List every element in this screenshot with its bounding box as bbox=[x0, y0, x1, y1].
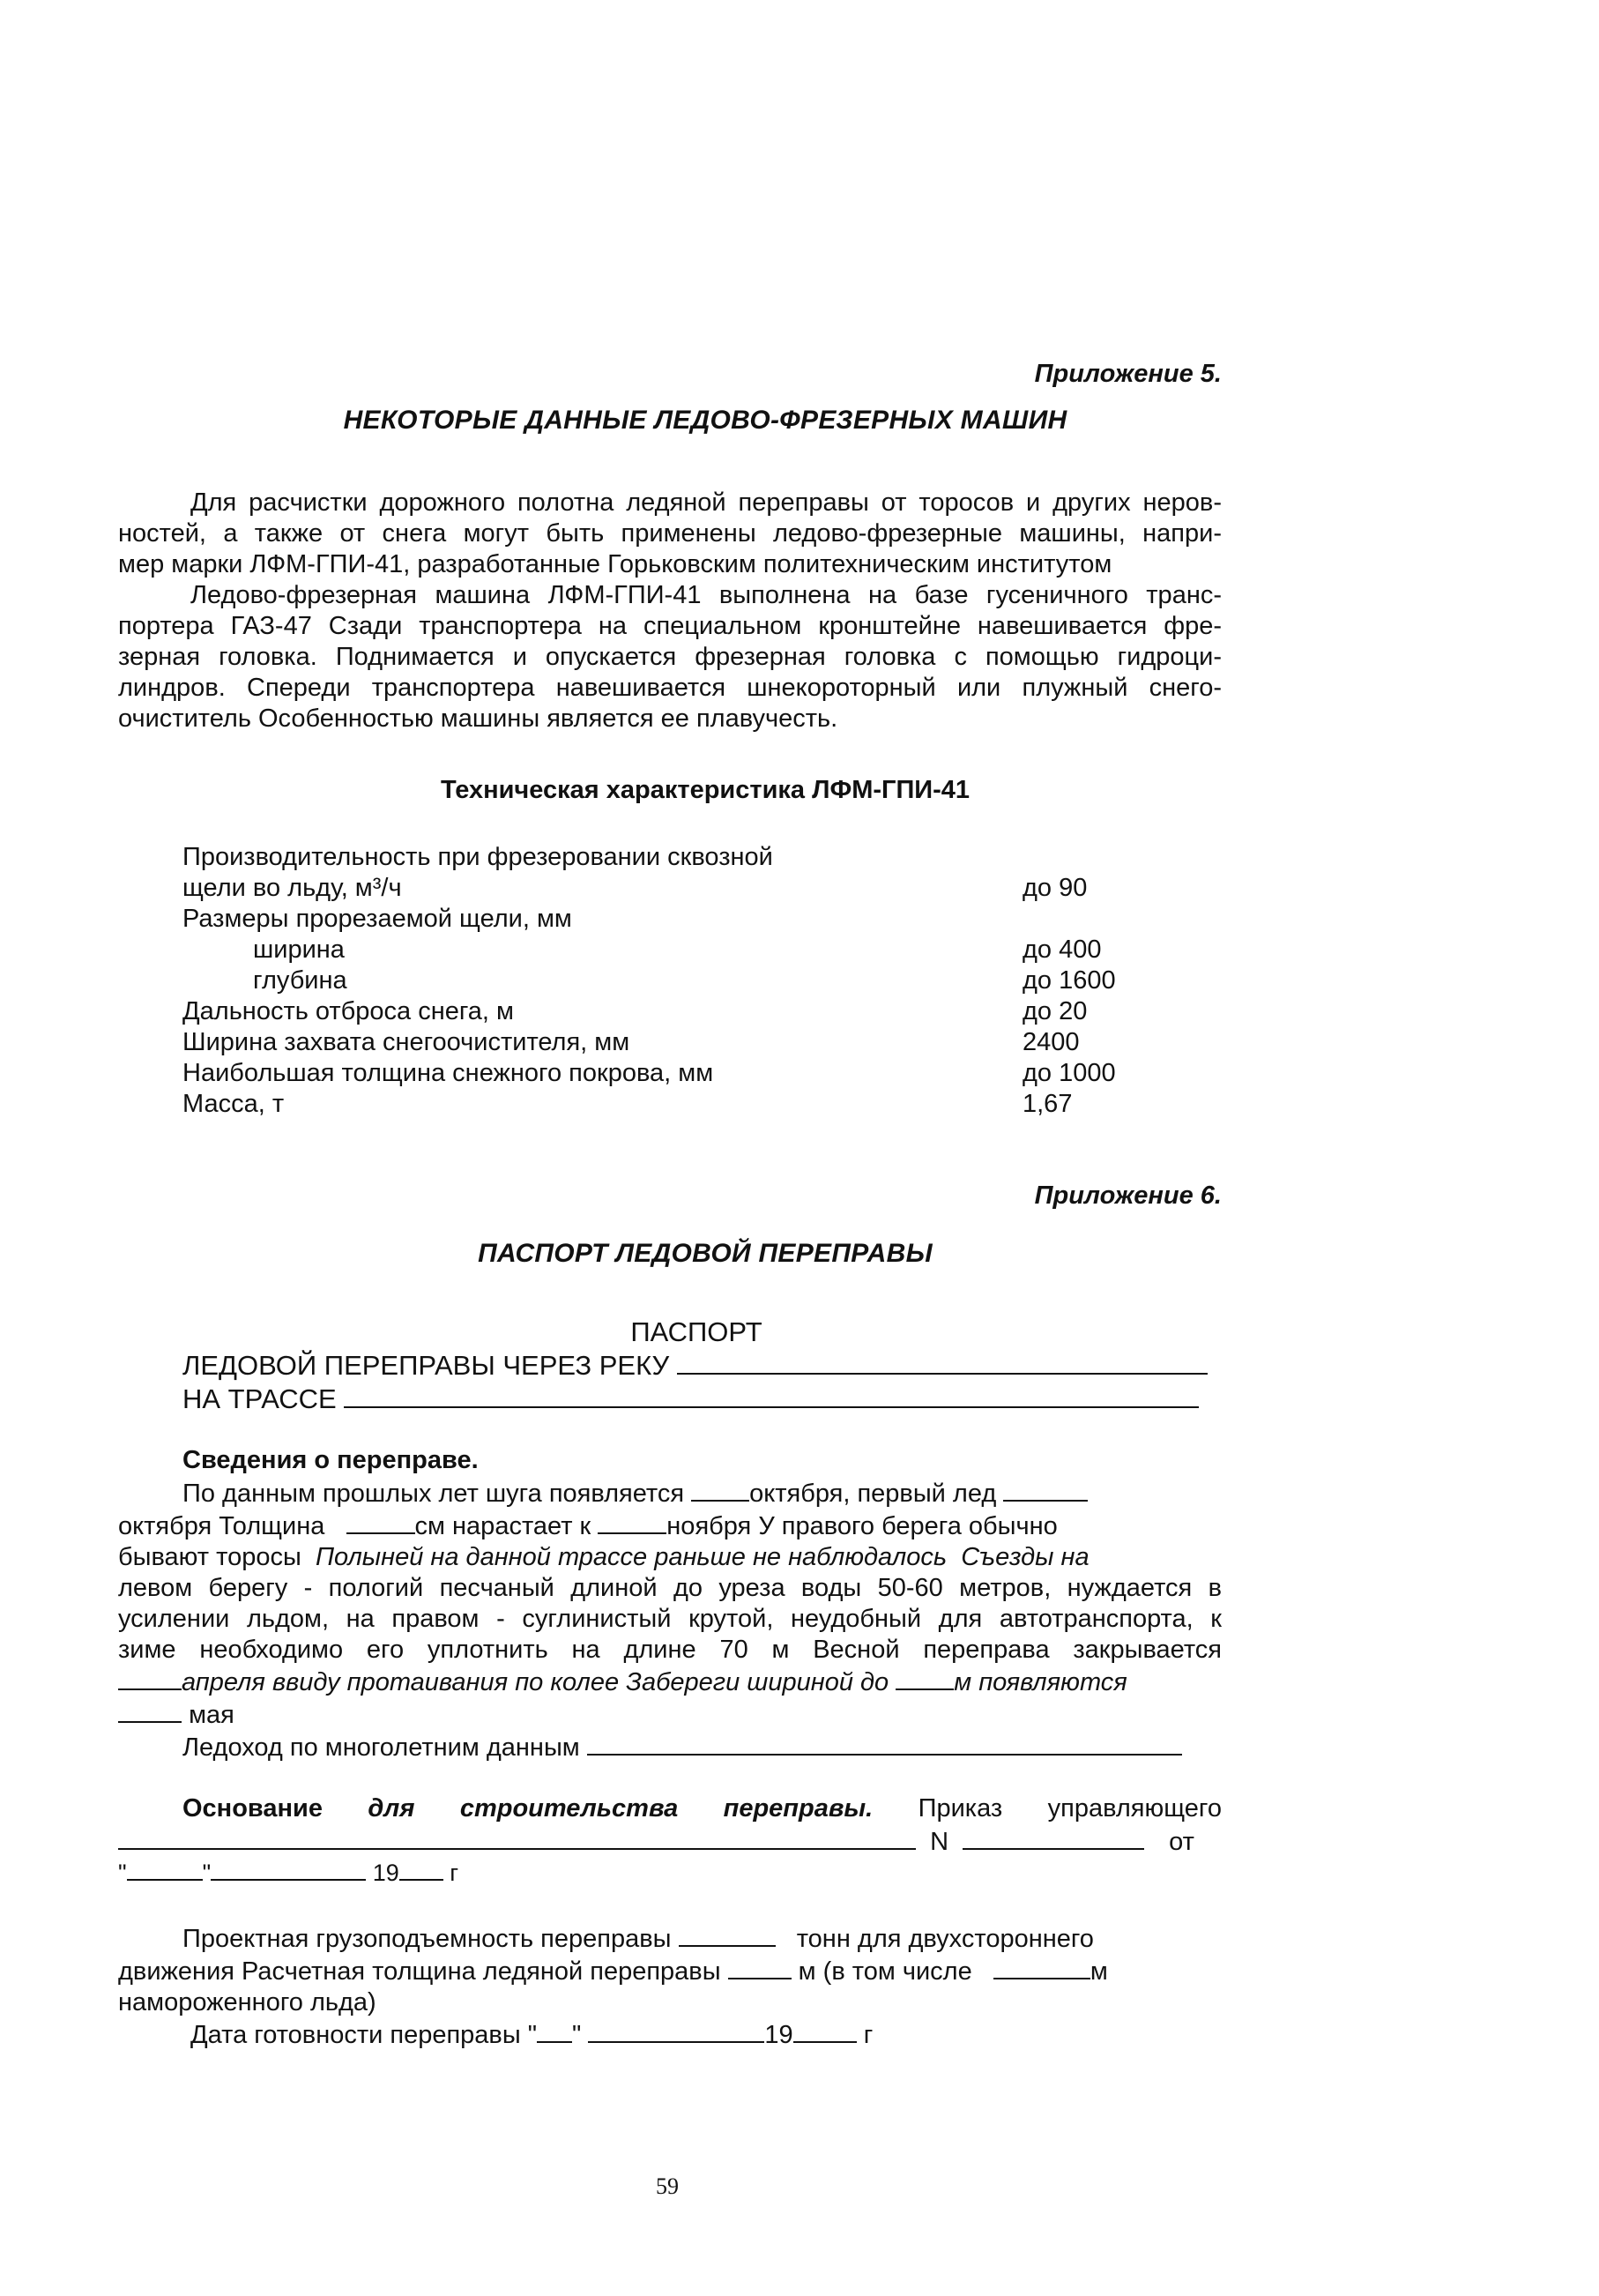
basis-line: Основание для строительства переправы. Приказ управляющего bbox=[182, 1794, 1222, 1823]
spec-label: Ширина захвата снегоочистителя, мм bbox=[182, 1028, 630, 1056]
order-number-blank bbox=[963, 1825, 1144, 1850]
info-line: Ледоход по многолетним данным bbox=[118, 1731, 1222, 1763]
body-paragraph bbox=[118, 580, 1222, 734]
spec-value: до 1000 bbox=[1023, 1059, 1116, 1087]
appendix-5-title: НЕКОТОРЫЕ ДАННЫЕ ЛЕДОВО-ФРЕЗЕРНЫХ МАШИН bbox=[343, 406, 1067, 435]
capacity-paragraph bbox=[118, 1922, 1222, 2051]
spec-label: Размеры прорезаемой щели, мм bbox=[182, 905, 572, 933]
body-line: портера ГАЗ-47 Сзади транспортера на специальном кронштейне навешивается фре- bbox=[118, 612, 1222, 640]
info-line: октября Толщина см нарастает к ноября У правого берега обычно bbox=[118, 1510, 1222, 1542]
info-heading: Сведения о переправе. bbox=[182, 1446, 479, 1474]
spec-label: Дальность отброса снега, м bbox=[182, 997, 514, 1025]
river-name-blank bbox=[677, 1350, 1208, 1375]
spec-value: до 90 bbox=[1023, 874, 1088, 902]
spec-label: щели во льду, м³/ч bbox=[182, 874, 402, 902]
intro-line: Для расчистки дорожного полотна ледяной переправы от торосов и других неров- bbox=[190, 488, 1222, 517]
capacity-line: намороженного льда) bbox=[118, 1988, 376, 2016]
spec-label: Масса, т bbox=[182, 1090, 285, 1118]
info-line: мая bbox=[118, 1698, 1222, 1731]
route-name-blank bbox=[344, 1383, 1199, 1408]
spec-label: глубина bbox=[253, 966, 347, 995]
passport-river-label: ЛЕДОВОЙ ПЕРЕПРАВЫ ЧЕРЕЗ РЕКУ bbox=[182, 1350, 670, 1381]
spec-label: Наибольшая толщина снежного покрова, мм bbox=[182, 1059, 714, 1087]
info-line: усилении льдом, на правом - суглинистый крутой, неудобный для автотранспорта, к bbox=[118, 1605, 1222, 1633]
info-line: бывают торосы Полыней на данной трассе раньше не наблюдалось Съезды на bbox=[118, 1543, 1090, 1571]
order-number-line: N от bbox=[118, 1825, 1194, 1857]
passport-line-route bbox=[182, 1383, 1199, 1416]
body-line: зерная головка. Поднимается и опускается фрезерная головка с помощью гидроци- bbox=[118, 643, 1222, 671]
intro-paragraph bbox=[118, 488, 1222, 580]
passport-route-label: НА ТРАССЕ bbox=[182, 1383, 337, 1414]
intro-line: мер марки ЛФМ-ГПИ-41, разработанные Горьковским политехническим институтом bbox=[118, 550, 1112, 578]
spec-value: до 20 bbox=[1023, 997, 1088, 1025]
order-issuer-blank bbox=[118, 1825, 916, 1850]
spec-value: 2400 bbox=[1023, 1028, 1080, 1056]
info-line: левом берегу - пологий песчаный длиной до уреза воды 50-60 метров, нуждается в bbox=[118, 1574, 1222, 1602]
order-date-line: " " 19 г bbox=[118, 1856, 458, 1887]
spec-value: до 1600 bbox=[1023, 966, 1116, 995]
order-month-blank bbox=[211, 1856, 366, 1881]
spec-title: Техническая характеристика ЛФМ-ГПИ-41 bbox=[440, 776, 971, 804]
page-number: 59 bbox=[656, 2173, 679, 2199]
info-paragraph bbox=[118, 1477, 1222, 1763]
spec-label: ширина bbox=[253, 936, 345, 964]
spec-value: 1,67 bbox=[1023, 1090, 1073, 1118]
passport-heading: ПАСПОРТ bbox=[630, 1316, 762, 1347]
info-line: апреля ввиду протаивания по колее Забереги шириной до м появляются bbox=[118, 1666, 1222, 1698]
passport-line-river bbox=[182, 1349, 1208, 1383]
spec-label: Производительность при фрезеровании сквозной bbox=[182, 843, 773, 871]
appendix-6-title: ПАСПОРТ ЛЕДОВОЙ ПЕРЕПРАВЫ bbox=[478, 1239, 933, 1268]
info-line: По данным прошлых лет шуга появляется октября, первый лед bbox=[118, 1477, 1222, 1510]
spec-value: до 400 bbox=[1023, 936, 1102, 964]
body-line: Ледово-фрезерная машина ЛФМ-ГПИ-41 выполнена на базе гусеничного транс- bbox=[190, 581, 1222, 609]
intro-line: ностей, а также от снега могут быть применены ледово-фрезерные машины, напри- bbox=[118, 519, 1222, 548]
capacity-line: движения Расчетная толщина ледяной переправы м (в том числе м bbox=[118, 1955, 1222, 1987]
body-line: линдров. Спереди транспортера навешивается шнекороторный или плужный снего- bbox=[118, 674, 1222, 702]
info-line: зиме необходимо его уплотнить на длине 70 м Весной переправа закрывается bbox=[118, 1636, 1222, 1664]
ready-date-line: Дата готовности переправы " " 19 г bbox=[118, 2018, 1222, 2051]
appendix-5-label: Приложение 5. bbox=[1034, 360, 1222, 388]
order-year-blank bbox=[399, 1856, 443, 1881]
capacity-line: Проектная грузоподъемность переправы тонн для двухстороннего bbox=[118, 1922, 1222, 1955]
appendix-6-label: Приложение 6. bbox=[1034, 1182, 1222, 1210]
order-day-blank bbox=[127, 1856, 203, 1881]
body-line: очиститель Особенностью машины является ее плавучесть. bbox=[118, 704, 838, 733]
